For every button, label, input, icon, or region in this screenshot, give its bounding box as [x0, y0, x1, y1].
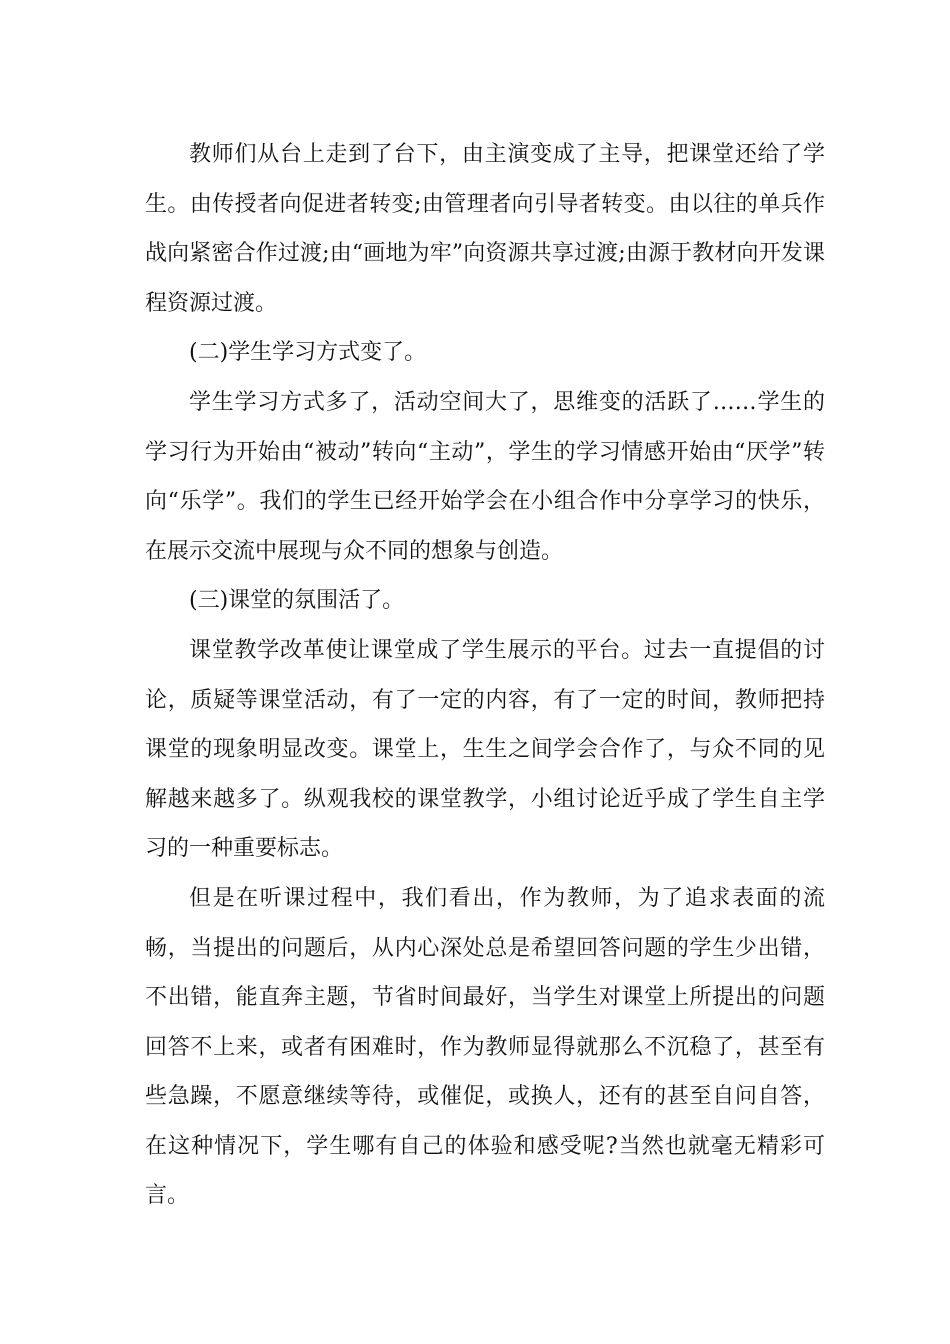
paragraph-observation: 但是在听课过程中，我们看出，作为教师，为了追求表面的流畅，当提出的问题后，从内心深处总是希望回答问题的学生少出错，不出错，能直奔主题，节省时间最好，当学生对课堂上所提出的问题回答不上来，或者有困难时，作为教师显得就那么不沉稳了，甚至有些急躁，不愿意继续等待，或催促，或换人，还有的甚至自问自答，在这种情况下，学生哪有自己的体验和感受呢?当然也就毫无精彩可言。 [145, 885, 825, 1209]
document-body [145, 130, 825, 1221]
paragraph-teacher-role: 教师们从台上走到了台下，由主演变成了主导，把课堂还给了学生。由传授者向促进者转变;由管理者向引导者转变。由以往的单兵作战向紧密合作过渡;由“画地为牢”向资源共享过渡;由源于教材向开发课程资源过渡。 [145, 142, 825, 316]
section-heading-learning-style: (二)学生学习方式变了。 [189, 340, 427, 366]
section-heading-classroom-atmosphere: (三)课堂的氛围活了。 [189, 588, 405, 614]
paragraph-learning-style: 学生学习方式多了，活动空间大了，思维变的活跃了……学生的学习行为开始由“被动”转向“主动”，学生的学习情感开始由“厌学”转向“乐学”。我们的学生已经开始学会在小组合作中分享学习的快乐，在展示交流中展现与众不同的想象与创造。 [145, 389, 825, 564]
paragraph-classroom-atmosphere: 课堂教学改革使让课堂成了学生展示的平台。过去一直提倡的讨论，质疑等课堂活动，有了一定的内容，有了一定的时间，教师把持课堂的现象明显改变。课堂上，生生之间学会合作了，与众不同的见解越来越多了。纵观我校的课堂教学，小组讨论近乎成了学生自主学习的一种重要标志。 [145, 637, 825, 862]
